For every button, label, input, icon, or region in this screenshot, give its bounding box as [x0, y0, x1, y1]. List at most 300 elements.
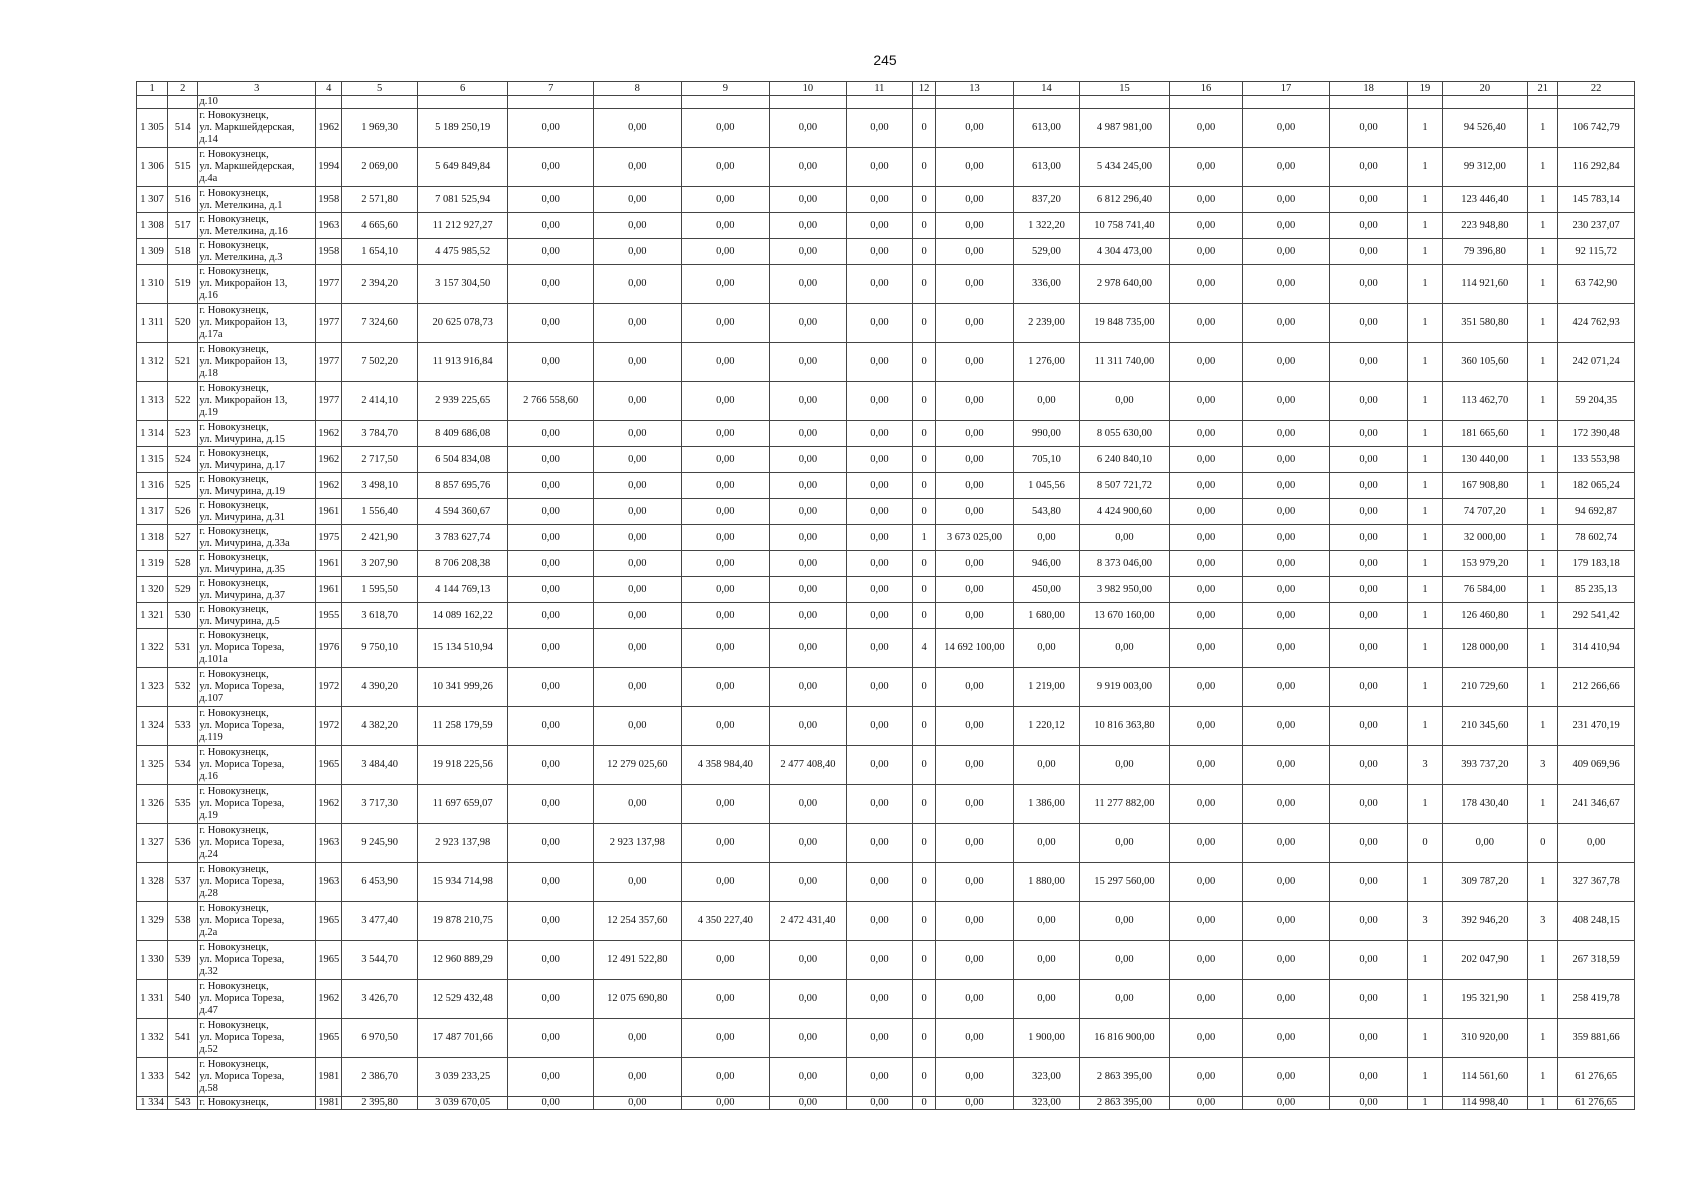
cell-col-20: 128 000,00 [1442, 629, 1528, 668]
cell-col-6: 4 475 985,52 [417, 239, 508, 265]
address-line: г. Новокузнецк, [199, 708, 269, 719]
cell-col-21: 1 [1528, 343, 1558, 382]
address-line: д.14 [199, 134, 218, 145]
column-header-15: 15 [1080, 82, 1170, 96]
cell-col-9: 4 350 227,40 [681, 902, 770, 941]
cell-col-9: 0,00 [681, 551, 770, 577]
cell-col-4: 1965 [316, 746, 342, 785]
cell-col-7: 0,00 [508, 473, 594, 499]
cell-col-1: 1 333 [137, 1058, 168, 1097]
cell-col-7: 0,00 [508, 668, 594, 707]
cell-col-21: 1 [1528, 148, 1558, 187]
cell-col-12: 0 [913, 1058, 936, 1097]
cell-col-6: 3 783 627,74 [417, 525, 508, 551]
cell-col-7: 0,00 [508, 603, 594, 629]
table-row [137, 785, 1635, 824]
cell-col-9: 0,00 [681, 304, 770, 343]
cell-col-1: 1 330 [137, 941, 168, 980]
cell-col-11: 0,00 [846, 239, 912, 265]
cell-col-9: 0,00 [681, 603, 770, 629]
cell-col-11: 0,00 [846, 187, 912, 213]
cell-col-15: 8 055 630,00 [1080, 421, 1170, 447]
cell-col-16: 0,00 [1169, 785, 1242, 824]
cell-col-13: 0,00 [936, 824, 1014, 863]
cell-col-15: 10 816 363,80 [1080, 707, 1170, 746]
cell-col-19: 1 [1408, 1058, 1442, 1097]
page-number: 245 [873, 52, 897, 68]
cell-col-19: 1 [1408, 473, 1442, 499]
cell-col-6: 3 039 233,25 [417, 1058, 508, 1097]
cell-col-18: 0,00 [1329, 1019, 1408, 1058]
cell-col-5: 6 970,50 [342, 1019, 418, 1058]
address-cell [198, 941, 316, 980]
cell-col-10: 0,00 [770, 785, 847, 824]
cell-col-12: 0 [913, 382, 936, 421]
table-row [137, 525, 1635, 551]
cell-col-7: 2 766 558,60 [508, 382, 594, 421]
cell-col-4: 1962 [316, 109, 342, 148]
cell-col-2: 530 [168, 603, 198, 629]
cell-col-20: 74 707,20 [1442, 499, 1528, 525]
cell-col-22: 59 204,35 [1558, 382, 1635, 421]
cell-col-22: 314 410,94 [1558, 629, 1635, 668]
cell-col-5: 3 477,40 [342, 902, 418, 941]
cell-col-5: 2 069,00 [342, 148, 418, 187]
cell-col-12: 0 [913, 265, 936, 304]
address-cell [198, 746, 316, 785]
cell-col-6: 15 134 510,94 [417, 629, 508, 668]
table-row [137, 603, 1635, 629]
cell-col-16: 0,00 [1169, 343, 1242, 382]
cell-col-11: 0,00 [846, 785, 912, 824]
cell-col-4: 1961 [316, 499, 342, 525]
cell-col-13: 0,00 [936, 1097, 1014, 1110]
column-header-16: 16 [1169, 82, 1242, 96]
cell-col-18: 0,00 [1329, 304, 1408, 343]
cell-col-4: 1977 [316, 382, 342, 421]
cell-col-4: 1972 [316, 668, 342, 707]
cell-col-10: 0,00 [770, 525, 847, 551]
address-line: д.2а [199, 927, 218, 938]
cell-col-20: 351 580,80 [1442, 304, 1528, 343]
cell-col-20: 114 998,40 [1442, 1097, 1528, 1110]
address-line: д.52 [199, 1044, 218, 1055]
cell-col-11: 0,00 [846, 148, 912, 187]
address-line: ул. Метелкина, д.1 [199, 199, 283, 211]
address-line: г. Новокузнецк, [199, 630, 269, 641]
address-line: г. Новокузнецк, [199, 551, 269, 563]
cell-col-5: 7 502,20 [342, 343, 418, 382]
table-row [137, 1019, 1635, 1058]
address-line: ул. Мичурина, д.17 [199, 459, 286, 471]
cell-col-22: 424 762,93 [1558, 304, 1635, 343]
cell-col-14: 0,00 [1013, 525, 1079, 551]
cell-col-9: 0,00 [681, 239, 770, 265]
cell-col-4: 1976 [316, 629, 342, 668]
cell-col-13: 0,00 [936, 863, 1014, 902]
cell-col-4: 1963 [316, 213, 342, 239]
cell-col-4: 1981 [316, 1058, 342, 1097]
cell-col-20: 79 396,80 [1442, 239, 1528, 265]
cell-col-20: 76 584,00 [1442, 577, 1528, 603]
cell-col-13: 0,00 [936, 707, 1014, 746]
cell-col-8: 0,00 [594, 213, 682, 239]
column-header-12: 12 [913, 82, 936, 96]
cell-col-14: 613,00 [1013, 109, 1079, 148]
cell-col-20: 113 462,70 [1442, 382, 1528, 421]
address-line: д.4а [199, 173, 218, 184]
cell-col-6: 3 157 304,50 [417, 265, 508, 304]
cell-col-21: 1 [1528, 499, 1558, 525]
cell-col-9: 0,00 [681, 668, 770, 707]
cell-col-15: 0,00 [1080, 980, 1170, 1019]
cell-col-12: 0 [913, 707, 936, 746]
cell-col-6: 5 189 250,19 [417, 109, 508, 148]
cell-col-17: 0,00 [1243, 239, 1330, 265]
cell-col-4: 1962 [316, 421, 342, 447]
cell-col-8: 2 923 137,98 [594, 824, 682, 863]
address-line: д.17а [199, 329, 223, 340]
cell-col-10: 0,00 [770, 447, 847, 473]
address-line: г. Новокузнецк, [199, 187, 269, 199]
cell-col-18: 0,00 [1329, 668, 1408, 707]
address-line: д.28 [199, 888, 218, 899]
cell-col-14: 323,00 [1013, 1097, 1079, 1110]
cell-col-11: 0,00 [846, 824, 912, 863]
cell-col-10: 0,00 [770, 1097, 847, 1110]
cell-col-13: 0,00 [936, 473, 1014, 499]
cell-col-18: 0,00 [1329, 109, 1408, 148]
cell-col-17: 0,00 [1243, 629, 1330, 668]
address-line: ул. Мичурина, д.37 [199, 589, 286, 601]
address-cell [198, 499, 316, 525]
cell-col-12: 0 [913, 148, 936, 187]
cell-col-1: 1 334 [137, 1097, 168, 1110]
cell-col-5: 3 717,30 [342, 785, 418, 824]
address-cell [198, 213, 316, 239]
cell-col-11: 0,00 [846, 980, 912, 1019]
cell-col-4: 1958 [316, 239, 342, 265]
cell-col-18: 0,00 [1329, 343, 1408, 382]
cell-col-12: 0 [913, 941, 936, 980]
table-row [137, 707, 1635, 746]
cell-col-2: 536 [168, 824, 198, 863]
cell-col-15: 6 812 296,40 [1080, 187, 1170, 213]
cell-col-16: 0,00 [1169, 148, 1242, 187]
cell-col-21: 1 [1528, 785, 1558, 824]
cell-col-18: 0,00 [1329, 902, 1408, 941]
cell-col-2: 524 [168, 447, 198, 473]
cell-col-6: 10 341 999,26 [417, 668, 508, 707]
cell-col-14: 1 045,56 [1013, 473, 1079, 499]
cell-col-1: 1 328 [137, 863, 168, 902]
address-cell [198, 1097, 316, 1110]
cell-col-6: 11 258 179,59 [417, 707, 508, 746]
cell-col-19: 1 [1408, 148, 1442, 187]
address-cell [198, 447, 316, 473]
cell-col-10: 0,00 [770, 499, 847, 525]
cell-col-10: 0,00 [770, 707, 847, 746]
cell-col-7: 0,00 [508, 1097, 594, 1110]
cell-col-11: 0,00 [846, 499, 912, 525]
address-line: г. Новокузнецк, [199, 1097, 269, 1108]
address-cell [198, 148, 316, 187]
address-cell [198, 473, 316, 499]
column-header-21: 21 [1528, 82, 1558, 96]
cell-col-22: 231 470,19 [1558, 707, 1635, 746]
cell-col-2: 541 [168, 1019, 198, 1058]
cell-col-21: 1 [1528, 382, 1558, 421]
cell-col-7: 0,00 [508, 109, 594, 148]
cell-col-6: 20 625 078,73 [417, 304, 508, 343]
cell-col-16: 0,00 [1169, 902, 1242, 941]
cell-col-13: 0,00 [936, 421, 1014, 447]
table-row [137, 1097, 1635, 1110]
cell-col-15: 0,00 [1080, 902, 1170, 941]
cell-col-18: 0,00 [1329, 551, 1408, 577]
address-cell [198, 343, 316, 382]
cell-col-22: 267 318,59 [1558, 941, 1635, 980]
cell-col-17: 0,00 [1243, 863, 1330, 902]
cell-col-12: 0 [913, 343, 936, 382]
cell-col-8: 12 254 357,60 [594, 902, 682, 941]
cell-col-17: 0,00 [1243, 213, 1330, 239]
cell-col-10: 0,00 [770, 1019, 847, 1058]
cell-col-2: 538 [168, 902, 198, 941]
address-line: ул. Мичурина, д.33а [199, 537, 290, 549]
cell-col-6: 7 081 525,94 [417, 187, 508, 213]
cell-col-2: 532 [168, 668, 198, 707]
cell-col-6: 17 487 701,66 [417, 1019, 508, 1058]
cell-col-4: 1958 [316, 187, 342, 213]
column-header-14: 14 [1013, 82, 1079, 96]
cell-col-10: 0,00 [770, 382, 847, 421]
cell-col-19: 1 [1408, 447, 1442, 473]
cell-col-15: 2 863 395,00 [1080, 1097, 1170, 1110]
cell-col-5: 9 245,90 [342, 824, 418, 863]
cell-col-21: 1 [1528, 525, 1558, 551]
cell-col-4: 1977 [316, 265, 342, 304]
cell-col-13: 14 692 100,00 [936, 629, 1014, 668]
cell-col-22: 292 541,42 [1558, 603, 1635, 629]
table-row [137, 473, 1635, 499]
cell-col-10: 0,00 [770, 603, 847, 629]
cell-col-20: 126 460,80 [1442, 603, 1528, 629]
cell-col-11: 0,00 [846, 863, 912, 902]
cell-col-22: 92 115,72 [1558, 239, 1635, 265]
address-line: г. Новокузнецк, [199, 1059, 269, 1070]
table-row [137, 187, 1635, 213]
cell-col-6: 8 706 208,38 [417, 551, 508, 577]
cell-col-16: 0,00 [1169, 863, 1242, 902]
address-line: ул. Микрорайон 13, [199, 317, 288, 328]
cell-col-2: 540 [168, 980, 198, 1019]
cell-col-5: 1 595,50 [342, 577, 418, 603]
address-cell [198, 902, 316, 941]
cell-col-15: 11 277 882,00 [1080, 785, 1170, 824]
cell-col-15: 8 507 721,72 [1080, 473, 1170, 499]
cell-col-13: 0,00 [936, 785, 1014, 824]
cell-col-14: 1 220,12 [1013, 707, 1079, 746]
cell-col-20: 167 908,80 [1442, 473, 1528, 499]
cell-col-19: 1 [1408, 239, 1442, 265]
cell-col-19: 1 [1408, 863, 1442, 902]
cell-col-13: 0,00 [936, 902, 1014, 941]
cell-col-11: 0,00 [846, 304, 912, 343]
cell-col-14: 0,00 [1013, 902, 1079, 941]
cell-col-14: 1 386,00 [1013, 785, 1079, 824]
cell-col-6: 11 913 916,84 [417, 343, 508, 382]
cell-col-9: 0,00 [681, 499, 770, 525]
cell-col-4: 1977 [316, 343, 342, 382]
column-header-3: 3 [198, 82, 316, 96]
cell-col-5: 2 394,20 [342, 265, 418, 304]
table-row [137, 668, 1635, 707]
cell-col-20: 210 729,60 [1442, 668, 1528, 707]
cell-col-7: 0,00 [508, 239, 594, 265]
address-line: ул. Маркшейдерская, [199, 122, 295, 133]
cell-col-8: 0,00 [594, 525, 682, 551]
cell-col-5: 4 382,20 [342, 707, 418, 746]
cell-col-12: 0 [913, 421, 936, 447]
column-header-11: 11 [846, 82, 912, 96]
cell-col-22: 61 276,65 [1558, 1097, 1635, 1110]
cell-col-16: 0,00 [1169, 382, 1242, 421]
cell-col-1: 1 309 [137, 239, 168, 265]
address-cell [198, 382, 316, 421]
cell-col-2: 521 [168, 343, 198, 382]
cell-col-14: 0,00 [1013, 382, 1079, 421]
cell-col-6: 4 144 769,13 [417, 577, 508, 603]
cell-col-6: 3 039 670,05 [417, 1097, 508, 1110]
cell-col-1: 1 323 [137, 668, 168, 707]
cell-col-6: 2 939 225,65 [417, 382, 508, 421]
cell-col-18: 0,00 [1329, 863, 1408, 902]
address-cell [198, 824, 316, 863]
cell-col-4: 1962 [316, 447, 342, 473]
cell-col-16: 0,00 [1169, 668, 1242, 707]
cell-col-8: 0,00 [594, 265, 682, 304]
cell-col-7: 0,00 [508, 187, 594, 213]
cell-col-18: 0,00 [1329, 421, 1408, 447]
cell-col-11: 0,00 [846, 1097, 912, 1110]
cell-col-16: 0,00 [1169, 980, 1242, 1019]
cell-col-20: 310 920,00 [1442, 1019, 1528, 1058]
cell-col-18: 0,00 [1329, 187, 1408, 213]
cell-col-21: 1 [1528, 980, 1558, 1019]
cell-col-20: 223 948,80 [1442, 213, 1528, 239]
cell-col-6: 2 923 137,98 [417, 824, 508, 863]
cell-col-6: 19 918 225,56 [417, 746, 508, 785]
cell-col-19: 1 [1408, 187, 1442, 213]
table-row [137, 239, 1635, 265]
address-line: ул. Мориса Тореза, [199, 876, 285, 887]
cell-col-14: 1 322,20 [1013, 213, 1079, 239]
cell-col-5: 2 414,10 [342, 382, 418, 421]
address-line: г. Новокузнецк, [199, 110, 269, 121]
cell-col-19: 0 [1408, 824, 1442, 863]
table-row [137, 109, 1635, 148]
address-line: ул. Мориса Тореза, [199, 1032, 285, 1043]
cell-col-15: 0,00 [1080, 629, 1170, 668]
cell-col-19: 1 [1408, 343, 1442, 382]
cell-col-20: 202 047,90 [1442, 941, 1528, 980]
column-header-9: 9 [681, 82, 770, 96]
cell-col-21: 1 [1528, 707, 1558, 746]
cell-col-11: 0,00 [846, 629, 912, 668]
cell-col-9: 0,00 [681, 473, 770, 499]
cell-col-10: 0,00 [770, 668, 847, 707]
cell-col-17: 0,00 [1243, 447, 1330, 473]
cell-col-16: 0,00 [1169, 304, 1242, 343]
cell-col-2: 543 [168, 1097, 198, 1110]
address-line: ул. Мичурина, д.5 [199, 615, 280, 627]
cell-col-13: 0,00 [936, 447, 1014, 473]
cell-col-10: 0,00 [770, 629, 847, 668]
table-row [137, 941, 1635, 980]
cell-col-2: 522 [168, 382, 198, 421]
cell-col-13: 0,00 [936, 668, 1014, 707]
cell-col-15: 2 978 640,00 [1080, 265, 1170, 304]
column-header-2: 2 [168, 82, 198, 96]
cell-col-15: 3 982 950,00 [1080, 577, 1170, 603]
cell-col-4: 1994 [316, 148, 342, 187]
cell-col-1: 1 315 [137, 447, 168, 473]
address-cell [198, 1058, 316, 1097]
cell-col-4: 1963 [316, 863, 342, 902]
address-line: д.19 [199, 810, 218, 821]
cell-col-6: 14 089 162,22 [417, 603, 508, 629]
cell-col-14: 946,00 [1013, 551, 1079, 577]
cell-col-17: 0,00 [1243, 746, 1330, 785]
table-row [137, 382, 1635, 421]
cell-col-8: 0,00 [594, 499, 682, 525]
cell-col-8: 0,00 [594, 447, 682, 473]
cell-col-11: 0,00 [846, 577, 912, 603]
cell-col-19: 1 [1408, 1097, 1442, 1110]
cell-col-11: 0,00 [846, 551, 912, 577]
address-line: г. Новокузнецк, [199, 942, 269, 953]
cell-col-7: 0,00 [508, 577, 594, 603]
cell-col-12: 0 [913, 187, 936, 213]
cell-col-16: 0,00 [1169, 109, 1242, 148]
cell-col-8: 12 279 025,60 [594, 746, 682, 785]
cell-col-19: 1 [1408, 941, 1442, 980]
address-line: д.24 [199, 849, 218, 860]
cell-col-8: 0,00 [594, 187, 682, 213]
cell-col-7: 0,00 [508, 941, 594, 980]
cell-col-2: 516 [168, 187, 198, 213]
cell-col-22: 145 783,14 [1558, 187, 1635, 213]
cell-col-21: 1 [1528, 447, 1558, 473]
cell-col-12: 0 [913, 980, 936, 1019]
cell-col-5: 3 784,70 [342, 421, 418, 447]
column-header-19: 19 [1408, 82, 1442, 96]
column-header-20: 20 [1442, 82, 1528, 96]
cell-col-17: 0,00 [1243, 1097, 1330, 1110]
cell-col-14: 0,00 [1013, 629, 1079, 668]
cell-col-19: 1 [1408, 421, 1442, 447]
cell-col-22: 78 602,74 [1558, 525, 1635, 551]
address-line: г. Новокузнецк, [199, 864, 269, 875]
cell-col-18: 0,00 [1329, 148, 1408, 187]
cell-col-7: 0,00 [508, 525, 594, 551]
cell-col-11: 0,00 [846, 473, 912, 499]
cell-col-13: 0,00 [936, 551, 1014, 577]
cell-col-4: 1955 [316, 603, 342, 629]
cell-col-20: 99 312,00 [1442, 148, 1528, 187]
address-line: д.47 [199, 1005, 218, 1016]
